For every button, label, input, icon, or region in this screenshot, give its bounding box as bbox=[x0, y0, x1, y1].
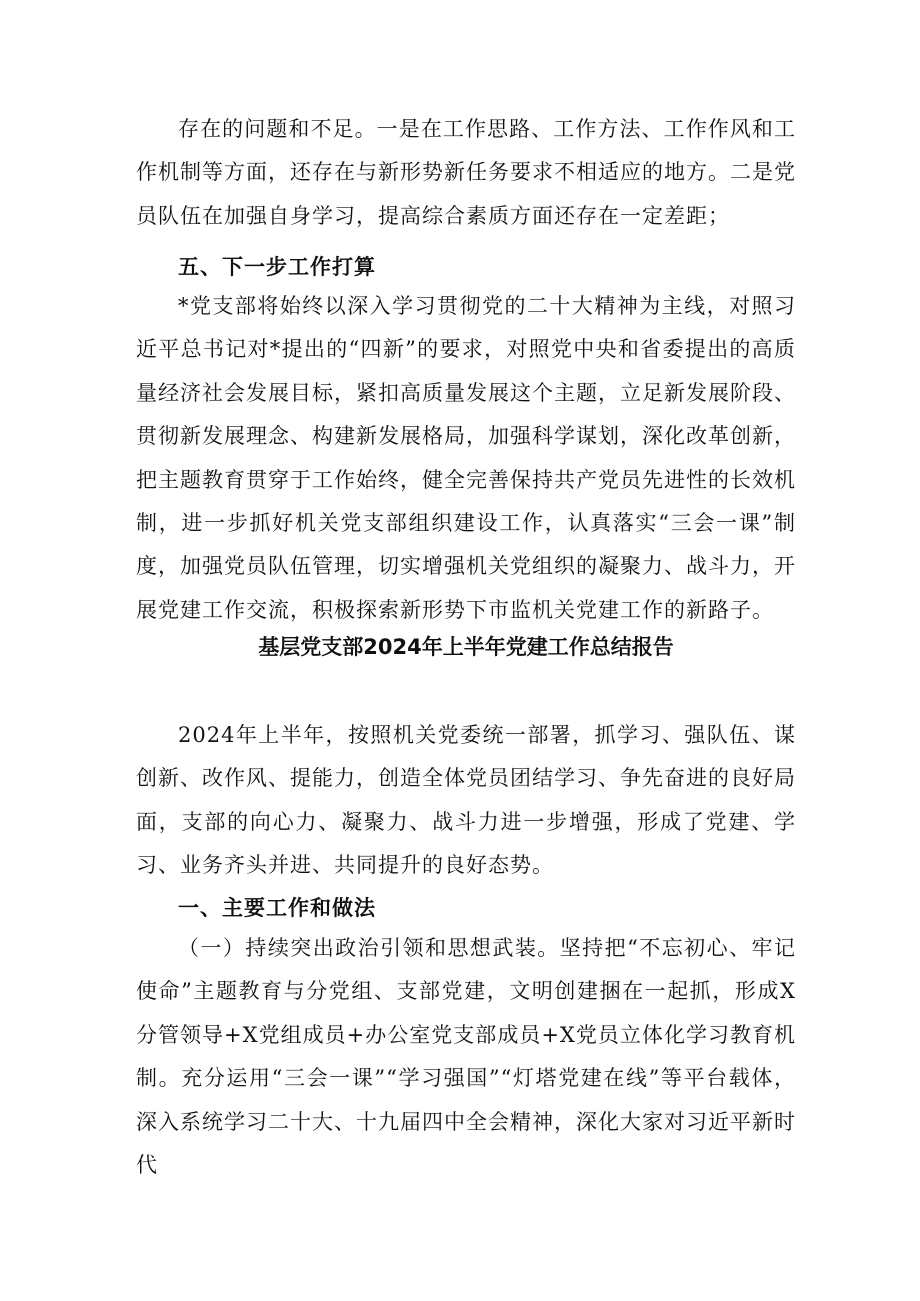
paragraph-problems: 存在的问题和不足。一是在工作思路、工作方法、工作作风和工作机制等方面，还存在与新形势新任务要求不相适应的地方。二是党员队伍在加强自身学习，提高综合素质方面还存在一定差距； bbox=[136, 117, 796, 228]
report-title: 基层党支部2024年上半年党建工作总结报告 bbox=[258, 635, 674, 659]
heading-main-work: 一、主要工作和做法 bbox=[178, 896, 376, 920]
paragraph-next-steps: *党支部将始终以深入学习贯彻党的二十大精神为主线，对照习近平总书记对*提出的“四新”的要求，对照党中央和省委提出的高质量经济社会发展目标，紧扣高质量发展这个主题，立足新发展阶段、贯彻新发展理念、构建新发展格局，加强科学谋划，深化改革创新，把主题教育贯穿于工作始终，健全完善保持共产党员先进性的长效机制，进一步抓好机关党支部组织建设工作，认真落实“三会一课”制度，加强党员队伍管理，切实增强机关党组织的凝聚力、战斗力，开展党建工作交流，积极探索新形势下市监机关党建工作的新路子。 bbox=[136, 294, 796, 622]
paragraph-section-1: （一）持续突出政治引领和思想武装。坚持把“不忘初心、牢记使命”主题教育与分党组、支部党建，文明创建捆在一起抓，形成X分管领导+X党组成员+办公室党支部成员+X党员立体化学习教育机制。充分运用“三会一课”“学习强国”“灯塔党建在线”等平台载体，深入系统学习二十大、十九届四中全会精神，深化大家对习近平新时代 bbox=[136, 936, 796, 1178]
paragraph-intro: 2024年上半年，按照机关党委统一部署，抓学习、强队伍、谋创新、改作风、提能力，创造全体党员团结学习、争先奋进的良好局面，支部的向心力、凝聚力、战斗力进一步增强，形成了党建、学习、业务齐头并进、共同提升的良好态势。 bbox=[136, 723, 796, 878]
heading-next-steps: 五、下一步工作打算 bbox=[178, 255, 376, 279]
